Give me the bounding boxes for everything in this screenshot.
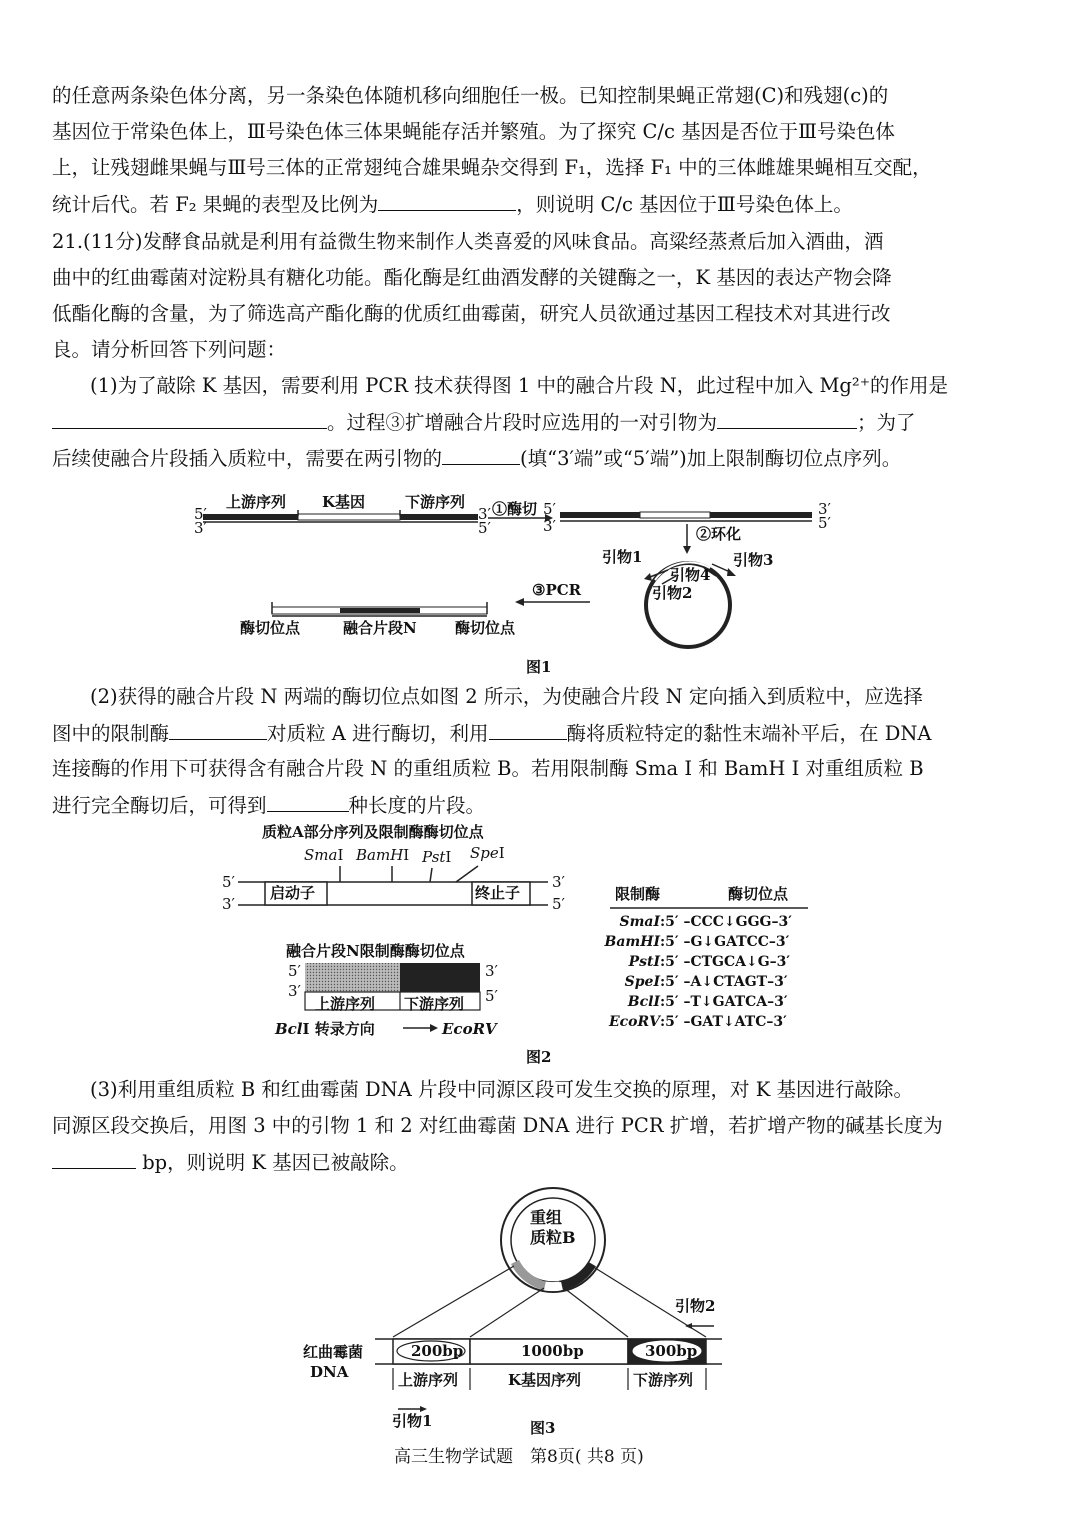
subquestion-3: (3)利用重组质粒 B 和红曲霉菌 DNA 片段中同源区段可发生交换的原理，对 K 基因进行敲除。: [90, 1078, 913, 1101]
figure-2-caption: 图2: [526, 1048, 552, 1066]
text-line: [52, 721, 931, 746]
terminator-label: 终止子: [475, 884, 521, 902]
answer-blank[interactable]: [52, 410, 327, 429]
fig1-primer2-label: 引物2: [652, 584, 693, 602]
figure-3-caption: 图3: [530, 1419, 556, 1437]
answer-blank[interactable]: [267, 793, 349, 812]
fig1-site-right-label: 酶切位点: [455, 619, 516, 637]
enzyme-row: PstⅠ:5′ –CTGCA↓G–3′: [628, 954, 791, 970]
fusion-fragment-n: [272, 602, 487, 616]
text-segment: bp，则说明 K 基因已被敲除。: [136, 1151, 409, 1174]
text-line: 基因位于常染色体上，Ⅲ号染色体三体果蝇能存活并繁殖。为了探究 C/c 基因是否位于Ⅲ号染色体: [52, 120, 895, 143]
k-gene-segment: [298, 514, 400, 520]
fig1-end-label: 3′: [543, 517, 556, 535]
fig1-upstream-label: 上游序列: [226, 493, 287, 511]
answer-blank[interactable]: [378, 192, 516, 211]
downstream-seq-label: 下游序列: [633, 1371, 694, 1389]
text-segment: 。过程③扩增融合片段时应选用的一对引物为: [327, 411, 718, 434]
subquestion-2: (2)获得的融合片段 N 两端的酶切位点如图 2 所示，为使融合片段 N 定向插入到质粒中，应选择: [90, 685, 923, 708]
answer-blank[interactable]: [52, 1150, 136, 1169]
cut-fragment: [560, 512, 812, 521]
page-footer: 高三生物学试题 第8页( 共8 页): [394, 1447, 644, 1467]
fig2-end-label: 3′: [288, 982, 301, 1000]
fig2-ecorv-site: EcoRⅤ: [442, 1020, 497, 1038]
k-gene-length: 1000bp: [521, 1342, 584, 1360]
enzyme-row: SmaⅠ:5′ –CCC↓GGG–3′: [619, 914, 792, 930]
text-segment: 酶将质粒特定的黏性末端补平后，在 DNA: [566, 722, 932, 745]
enzyme-row: EcoRⅤ:5′ –GAT↓ATC–3′: [608, 1014, 787, 1030]
text-line: 连接酶的作用下可获得含有融合片段 N 的重组质粒 B。若用限制酶 Sma Ⅰ 和 BamH Ⅰ 对重组质粒 B: [52, 757, 924, 780]
fig2-site-pst: PstⅠ: [422, 848, 452, 866]
answer-blank[interactable]: [442, 446, 520, 465]
plasmid-b-label: 重组: [530, 1208, 563, 1227]
plasmid-b-label: 质粒B: [530, 1228, 576, 1247]
dna-label: DNA: [310, 1363, 349, 1381]
fig2-end-label: 5′: [222, 873, 235, 891]
downstream-piece: [710, 512, 812, 518]
upstream-length: 200bp: [411, 1342, 464, 1360]
text-segment: (填“3′端”或“5′端”)加上限制酶切位点序列。: [520, 447, 902, 470]
fig1-end-label: 5′: [194, 505, 207, 523]
text-line: 上，让残翅雌果蝇与Ⅲ号三体的正常翅纯合雄果蝇杂交得到 F₁，选择 F₁ 中的三体雌雄果蝇相互交配，: [52, 156, 932, 179]
fig1-step1-label: ①酶切: [492, 500, 538, 518]
fig2-downstream-label: 下游序列: [404, 995, 465, 1013]
text-segment: 后续使融合片段插入质粒中，需要在两引物的: [52, 447, 443, 470]
figure-2: [0, 830, 1080, 1050]
question-21-heading: 21.(11分)发酵食品就是利用有益微生物来制作人类喜爱的风味食品。高粱经蒸煮后加入酒曲，酒: [52, 230, 884, 253]
text-line: 低酯化酶的含量，为了筛选高产酯化酶的优质红曲霉菌，研究人员欲通过基因工程技术对其进行改: [52, 302, 891, 325]
fig1-end-label: 3′: [478, 505, 491, 523]
fig2-site-bamh: BamHⅠ: [356, 846, 410, 864]
text-line: 曲中的红曲霉菌对淀粉具有糖化功能。酯化酶是红曲酒发酵的关键酶之一，K 基因的表达产物会降: [52, 266, 892, 289]
fig1-site-left-label: 酶切位点: [240, 619, 301, 637]
upstream-segment: [203, 514, 298, 520]
fig1-downstream-label: 下游序列: [405, 493, 466, 511]
figure-1: [0, 480, 1080, 680]
downstream-block: [400, 963, 480, 993]
fig2-upstream-label: 上游序列: [315, 995, 376, 1013]
text-line: 同源区段交换后，用图 3 中的引物 1 和 2 对红曲霉菌 DNA 进行 PCR 扩增，若扩增产物的碱基长度为: [52, 1114, 943, 1137]
fig1-end-label: 3′: [194, 519, 207, 537]
fig2-end-label: 5′: [288, 962, 301, 980]
answer-blank[interactable]: [717, 410, 857, 429]
upstream-block: [305, 963, 400, 993]
fig1-end-label: 3′: [818, 500, 831, 518]
text-line: [52, 446, 901, 471]
fig2-plasmid-title: 质粒A部分序列及限制酶酶切位点: [262, 823, 484, 841]
figure-1-caption: 图1: [526, 658, 552, 676]
fig2-end-label: 5′: [485, 987, 498, 1005]
answer-blank[interactable]: [169, 721, 267, 740]
fig2-bcl-site: BclⅠ 转录方向: [275, 1020, 375, 1038]
text-line: [52, 410, 916, 435]
fig2-end-label: 5′: [552, 895, 565, 913]
text-segment: 图中的限制酶: [52, 722, 170, 745]
fig1-step2-label: ②环化: [696, 525, 742, 543]
table-header-enzyme: 限制酶: [615, 885, 661, 903]
fig1-primer4-label: 引物4: [670, 566, 711, 584]
fig1-step3-label: ③PCR: [532, 581, 582, 599]
text-segment: 对质粒 A 进行酶切，利用: [267, 722, 489, 745]
text-segment: 种长度的片段。: [348, 794, 486, 817]
answer-blank[interactable]: [489, 721, 567, 740]
dna-label: 红曲霉菌: [303, 1343, 364, 1361]
fig2-site-sma: SmaⅠ: [304, 846, 344, 864]
fig2-end-label: 3′: [552, 873, 565, 891]
fig2-end-label: 3′: [222, 895, 235, 913]
text-segment: ，则说明 C/c 基因位于Ⅲ号染色体上。: [516, 193, 853, 216]
fig1-primer1-label: 引物1: [602, 548, 643, 566]
promoter-label: 启动子: [270, 884, 316, 902]
text-line: 良。请分析回答下列问题：: [52, 338, 287, 361]
text-segment: ；为了: [857, 411, 916, 434]
text-line: 的任意两条染色体分离，另一条染色体随机移向细胞任一极。已知控制果蝇正常翅(C)和残翅(c)的: [52, 84, 889, 107]
fig1-primer3-label: 引物3: [733, 551, 774, 569]
fig1-end-label: 5′: [543, 500, 556, 518]
enzyme-row: BamHⅠ:5′ –G↓GATCC–3′: [604, 934, 790, 950]
k-seq-label: K基因序列: [508, 1371, 582, 1389]
downstream-length: 300bp: [645, 1342, 698, 1360]
text-segment: 统计后代。若 F₂ 果蝇的表型及比例为: [52, 193, 379, 216]
fig1-fragment-label: 融合片段N: [343, 619, 417, 637]
fig2-site-spe: SpeⅠ: [470, 844, 505, 862]
k-piece: [640, 512, 710, 518]
text-segment: 进行完全酶切后，可得到: [52, 794, 267, 817]
fig3-primer2-label: 引物2: [675, 1297, 716, 1315]
downstream-segment: [400, 514, 478, 520]
enzyme-row: BclⅠ:5′ –T↓GATCA–3′: [627, 994, 788, 1010]
fig1-end-label: 5′: [818, 514, 831, 532]
linear-dna: [203, 510, 478, 522]
table-header-site: 酶切位点: [728, 885, 789, 903]
subquestion-1: (1)为了敲除 K 基因，需要利用 PCR 技术获得图 1 中的融合片段 N，此过程中加入 Mg²⁺的作用是: [90, 374, 949, 397]
fig1-end-label: 5′: [478, 519, 491, 537]
fig3-primer1-label: 引物1: [392, 1412, 433, 1430]
fig2-fusion-title: 融合片段N限制酶酶切位点: [286, 942, 465, 960]
fig1-kgene-label: K基因: [322, 493, 366, 511]
enzyme-row: SpeⅠ:5′ –A↓CTAGT–3′: [624, 974, 788, 990]
text-line: [52, 192, 853, 217]
upstream-seq-label: 上游序列: [398, 1371, 459, 1389]
upstream-piece: [560, 512, 640, 518]
text-line: [52, 1150, 409, 1175]
fig2-end-label: 3′: [485, 962, 498, 980]
text-line: [52, 793, 485, 818]
